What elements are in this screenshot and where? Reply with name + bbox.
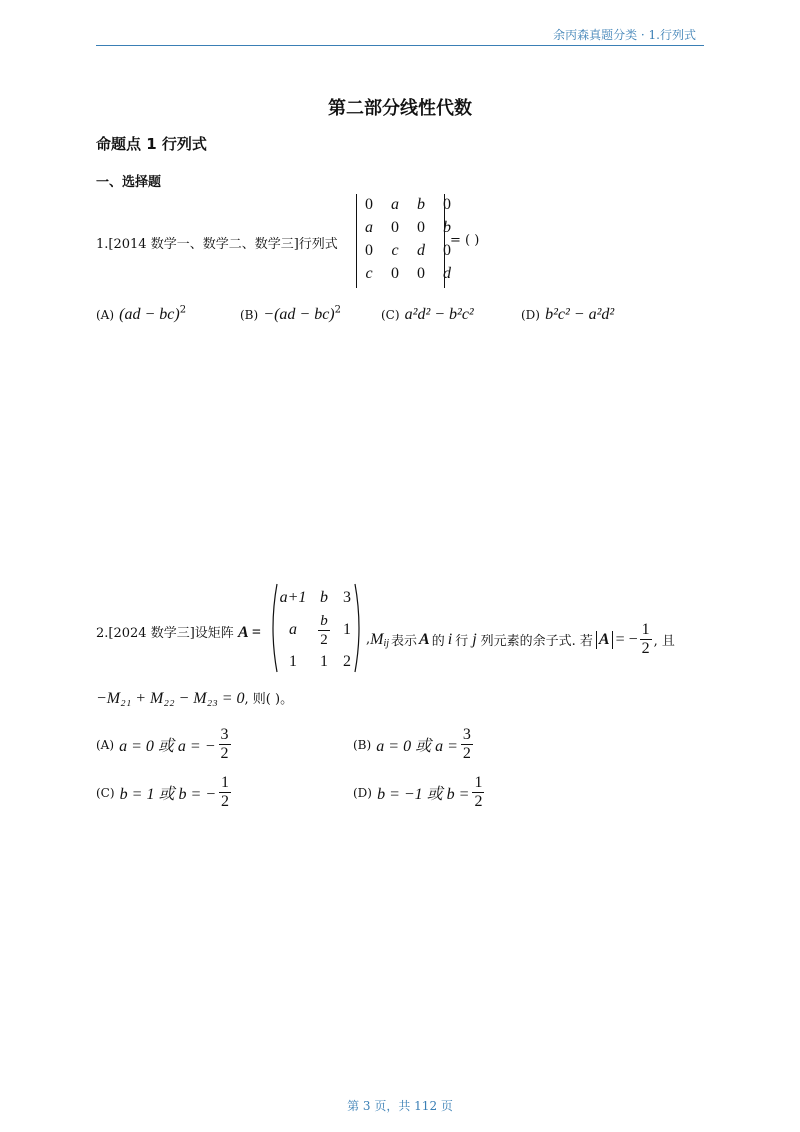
q2-option-b[interactable] — [353, 726, 473, 763]
q2-stem-cont — [366, 621, 675, 658]
q1-cell: d — [443, 265, 451, 282]
q2-comma: , — [366, 632, 371, 647]
frac-num: 1 — [221, 774, 230, 791]
option-label: (B) — [240, 308, 259, 322]
q2-option-c[interactable] — [96, 774, 231, 811]
q1-det-row — [356, 196, 460, 219]
option-frac — [219, 726, 231, 763]
q1-option-b[interactable] — [240, 304, 341, 324]
q1-cell: 0 — [443, 196, 451, 213]
frac-den: 2 — [220, 745, 229, 762]
frac-den: 2 — [320, 631, 328, 648]
q1-source: [2014 数学一、数学二、数学三] — [108, 237, 299, 252]
q1-cell: 0 — [365, 242, 373, 259]
q1-tail: = ( ) — [450, 233, 480, 248]
q2-cell: a+1 — [279, 589, 307, 606]
frac-den: 2 — [221, 793, 230, 810]
page-title: 第二部分线性代数 — [328, 98, 472, 119]
q2-text: 的 — [431, 634, 445, 649]
option-expr: a²d² − b²c² — [404, 306, 474, 323]
q2-text: 表示 — [391, 634, 418, 649]
frac-num: 1 — [474, 774, 483, 791]
q1-det-rows — [356, 196, 460, 288]
q1-det-row — [356, 265, 460, 288]
q2-i: i — [447, 630, 453, 648]
q1-det-row — [356, 219, 460, 242]
q1-cell: b — [417, 196, 425, 213]
frac-den: 2 — [462, 745, 471, 762]
q1-stem-text: 行列式 — [298, 237, 338, 252]
section-heading: 命题点 1 行列式 — [96, 135, 207, 153]
subsection-heading: 一、选择题 — [96, 175, 162, 190]
q2-cell: 3 — [343, 589, 351, 606]
q1-option-d[interactable] — [521, 304, 614, 324]
q2-matrix-name: A = — [237, 624, 261, 641]
q1-cell: 0 — [365, 196, 373, 213]
option-label: (A) — [96, 308, 115, 322]
option-label: (C) — [96, 785, 115, 800]
q2-source: [2024 数学三] — [108, 626, 195, 641]
frac-num: 1 — [641, 621, 650, 638]
q2-cell: 1 — [343, 621, 351, 638]
q1-det-row — [356, 242, 460, 265]
q2-option-a[interactable] — [96, 726, 231, 763]
q1-option-c[interactable] — [381, 304, 474, 324]
q2-cell: b — [320, 589, 328, 606]
q2-stem-text: 设矩阵 — [194, 626, 234, 641]
q2-mij: M — [370, 630, 384, 648]
q2-cell: 1 — [320, 653, 328, 670]
q2-a-symbol: A — [419, 630, 430, 648]
option-expr: b²c² − a²d² — [545, 306, 615, 323]
q2-equation: −M₂₁ + M₂₂ − M₂₃ = 0 — [96, 690, 245, 707]
q1-determinant — [356, 194, 451, 288]
q2-matrix-body — [276, 586, 356, 674]
q1-cell: 0 — [443, 242, 451, 259]
option-label: (B) — [353, 737, 372, 752]
frac-num: 3 — [220, 726, 229, 743]
option-sup: 2 — [179, 304, 187, 316]
q2-j: j — [472, 630, 477, 648]
q2-cell-frac — [313, 612, 335, 649]
q2-frac-b-half — [318, 612, 330, 649]
q2-row — [276, 586, 356, 610]
option-expr: b = 1 或 b = − — [119, 786, 217, 803]
option-label: (C) — [381, 308, 400, 322]
q2-cell: 2 — [343, 653, 351, 670]
q2-cell: a — [289, 621, 297, 638]
header-title: 余丙森真题分类 · 1.行列式 — [553, 28, 696, 42]
option-frac — [219, 774, 231, 811]
q1-cell: a — [391, 196, 399, 213]
option-label: (D) — [353, 785, 372, 800]
q1-cell: 0 — [417, 219, 425, 236]
q1-cell: d — [417, 242, 425, 259]
frac-den: 2 — [641, 640, 650, 657]
q1-option-a[interactable] — [96, 304, 186, 324]
q2-line2 — [96, 688, 293, 708]
option-sup: 2 — [334, 304, 342, 316]
q2-det-a: A — [596, 631, 613, 649]
q2-line2-tail: , 则( )。 — [244, 692, 294, 707]
option-expr: (ad − bc) — [119, 306, 180, 323]
q2-cell: 1 — [289, 653, 297, 670]
option-expr: b = −1 或 b = — [377, 786, 470, 803]
option-expr: a = 0 或 a = − — [119, 738, 216, 755]
q1-cell: 0 — [391, 219, 399, 236]
q1-cell: c — [365, 265, 373, 282]
q1-stem — [96, 233, 338, 252]
page-footer: 第 3 页，共 112 页 — [347, 1099, 453, 1113]
frac-den: 2 — [474, 793, 483, 810]
q1-cell: 0 — [417, 265, 425, 282]
frac-num: b — [320, 612, 328, 629]
q1-cell: 0 — [391, 265, 399, 282]
option-expr: a = 0 或 a = — [376, 738, 458, 755]
frac-num: 3 — [462, 726, 471, 743]
option-label: (A) — [96, 737, 115, 752]
q2-det-frac — [640, 621, 652, 658]
q2-matrix — [268, 582, 364, 674]
q2-stem — [96, 622, 261, 642]
option-expr: −(ad − bc) — [263, 306, 335, 323]
q2-text: 列元素的余子式. 若 — [480, 634, 593, 649]
option-frac — [461, 726, 473, 763]
q2-row — [276, 610, 356, 650]
q2-mij-sub: ij — [383, 638, 390, 649]
option-frac — [472, 774, 484, 811]
q1-number: 1. — [96, 237, 109, 252]
q2-text: 行 — [455, 634, 469, 649]
q1-cell: b — [443, 219, 451, 236]
q2-option-d[interactable] — [353, 774, 484, 811]
header-divider — [96, 45, 704, 46]
q1-cell: c — [391, 242, 399, 259]
q2-row — [276, 650, 356, 674]
option-label: (D) — [521, 308, 540, 322]
q2-tail: , 且 — [653, 634, 675, 649]
q1-cell: a — [365, 219, 373, 236]
q2-det-eq: = − — [615, 630, 638, 648]
q2-number: 2. — [96, 626, 109, 641]
